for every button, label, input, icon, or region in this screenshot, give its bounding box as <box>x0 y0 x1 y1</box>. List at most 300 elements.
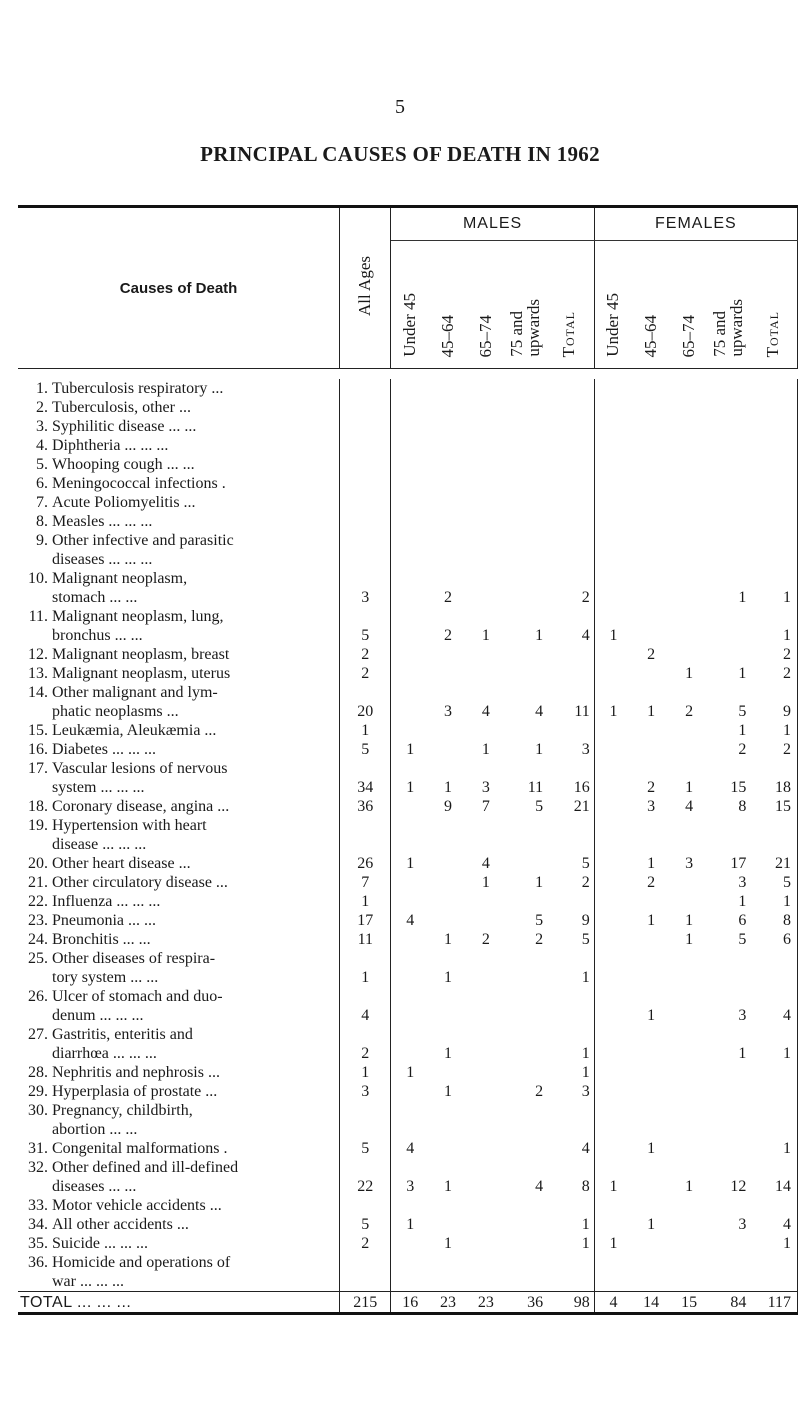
cell-female-under45 <box>594 588 632 607</box>
cell-female-65-74: 1 <box>685 1178 694 1195</box>
cell-female-65-74 <box>670 759 708 778</box>
cell-male-75-upwards <box>505 721 545 740</box>
cell-female-total: 1 <box>748 588 797 607</box>
cause-text: Leukæmia, Aleukæmia ... <box>52 722 217 739</box>
cell-female-75-upwards: 2 <box>738 741 747 758</box>
cell-male-under45 <box>391 759 429 778</box>
cause-text: Syphilitic disease ... ... <box>52 418 197 435</box>
cell-female-65-74 <box>670 455 708 474</box>
cell-male-under45 <box>391 607 429 626</box>
table-row <box>18 626 798 645</box>
cell-female-75-upwards <box>708 493 748 512</box>
cell-male-total <box>545 949 594 968</box>
total-female-65-74: 15 <box>670 1292 708 1314</box>
cell-female-under45 <box>594 493 632 512</box>
cell-male-65-74 <box>467 949 505 968</box>
cause-number: 1. <box>36 380 48 397</box>
cell-female-under45 <box>594 1215 632 1234</box>
table-row <box>18 1253 798 1272</box>
cell-female-total: 4 <box>748 1006 797 1025</box>
cell-female-total <box>748 512 797 531</box>
cell-all-ages <box>340 987 391 1006</box>
cell-female-total <box>748 949 797 968</box>
cell-male-45-64 <box>429 949 467 968</box>
cell-male-75-upwards <box>505 892 545 911</box>
cell-all-ages: 2 <box>340 1234 391 1253</box>
cause-text: Other defined and ill-defined <box>52 1159 239 1176</box>
cause-label <box>18 455 340 474</box>
cause-number: 25. <box>28 950 48 967</box>
cell-male-45-64 <box>429 854 467 873</box>
cell-female-45-64 <box>632 1272 670 1292</box>
cell-female-75-upwards <box>708 607 748 626</box>
cell-male-total: 1 <box>545 1215 594 1234</box>
cell-male-45-64: 1 <box>443 1178 452 1195</box>
table-row <box>18 835 798 854</box>
header-female-75-upwards: 75 andupwards <box>710 299 747 357</box>
cell-male-under45 <box>391 569 429 588</box>
cell-female-total <box>748 436 797 455</box>
cell-female-under45 <box>594 474 632 493</box>
cell-male-45-64 <box>429 455 467 474</box>
cell-female-45-64 <box>632 1253 670 1272</box>
cell-all-ages <box>340 949 391 968</box>
cell-male-total <box>545 1101 594 1120</box>
cause-number: 2. <box>36 399 48 416</box>
cell-male-under45 <box>391 987 429 1006</box>
table-row <box>18 379 798 398</box>
cause-text: system ... ... ... <box>52 779 145 796</box>
cell-male-75-upwards: 5 <box>535 798 544 815</box>
cell-male-65-74 <box>467 1082 505 1101</box>
cell-male-under45 <box>391 1025 429 1044</box>
cell-male-65-74 <box>467 398 505 417</box>
cause-text: Bronchitis ... ... <box>52 931 151 948</box>
cell-female-45-64 <box>632 740 670 759</box>
table-row <box>18 1063 798 1082</box>
cause-text: Pneumonia ... ... <box>52 912 156 929</box>
cell-female-45-64: 2 <box>647 646 656 663</box>
cell-female-65-74 <box>670 968 708 987</box>
cell-male-65-74 <box>467 474 505 493</box>
cell-male-75-upwards <box>505 1139 545 1158</box>
cell-female-total <box>748 683 797 702</box>
cell-male-65-74 <box>467 1120 505 1139</box>
cell-male-under45: 1 <box>406 855 415 872</box>
cell-male-75-upwards: 2 <box>535 1083 544 1100</box>
cause-label <box>18 531 340 550</box>
cell-male-45-64 <box>429 379 467 398</box>
cell-female-65-74: 1 <box>685 931 694 948</box>
cell-male-75-upwards <box>505 1025 545 1044</box>
cell-female-65-74: 1 <box>685 912 694 929</box>
cell-male-total: 3 <box>545 740 594 759</box>
cell-female-under45 <box>594 1044 632 1063</box>
cause-label <box>18 930 340 949</box>
cell-female-under45 <box>594 436 632 455</box>
cell-male-total: 11 <box>545 702 594 721</box>
cell-male-75-upwards <box>505 664 545 683</box>
cell-male-65-74 <box>467 721 505 740</box>
cause-text: Malignant neoplasm, <box>52 570 188 587</box>
cell-male-under45 <box>391 1120 429 1139</box>
cell-male-65-74 <box>467 417 505 436</box>
cell-male-under45 <box>391 1101 429 1120</box>
cell-female-65-74 <box>670 569 708 588</box>
cause-label <box>18 626 340 645</box>
cell-female-45-64 <box>632 436 670 455</box>
cell-male-75-upwards <box>505 854 545 873</box>
total-male-65-74: 23 <box>467 1292 505 1314</box>
cell-male-total: 2 <box>545 588 594 607</box>
table-row <box>18 550 798 569</box>
cell-male-45-64 <box>429 740 467 759</box>
cell-male-65-74: 1 <box>481 874 490 891</box>
cell-female-65-74: 4 <box>685 798 694 815</box>
table-row <box>18 588 798 607</box>
cell-male-75-upwards <box>505 1272 545 1292</box>
cell-male-under45 <box>391 1196 429 1215</box>
cell-male-under45 <box>391 512 429 531</box>
cell-male-under45 <box>391 835 429 854</box>
cell-female-under45 <box>594 417 632 436</box>
cell-male-75-upwards <box>505 1006 545 1025</box>
cell-female-65-74 <box>670 1063 708 1082</box>
table-row <box>18 664 798 683</box>
table-row <box>18 1234 798 1253</box>
cell-all-ages <box>340 1158 391 1177</box>
cell-male-75-upwards <box>505 1063 545 1082</box>
cell-all-ages: 3 <box>340 1082 391 1101</box>
cell-female-total: 2 <box>748 645 797 664</box>
cause-text: Malignant neoplasm, uterus <box>52 665 231 682</box>
cell-male-65-74 <box>467 436 505 455</box>
cell-female-total: 9 <box>748 702 797 721</box>
cause-text: Other malignant and lym- <box>52 684 218 701</box>
cause-number: 17. <box>28 760 48 777</box>
cell-female-75-upwards: 17 <box>730 855 747 872</box>
cell-all-ages: 2 <box>340 664 391 683</box>
cell-male-45-64 <box>429 816 467 835</box>
cell-all-ages <box>340 1196 391 1215</box>
cause-number: 19. <box>28 817 48 834</box>
cell-female-65-74 <box>670 531 708 550</box>
cell-male-total: 5 <box>545 854 594 873</box>
header-causes-of-death: Causes of Death <box>18 208 340 369</box>
cell-male-45-64 <box>429 1063 467 1082</box>
cell-female-45-64 <box>632 512 670 531</box>
cell-female-total: 14 <box>748 1177 797 1196</box>
cell-male-65-74 <box>467 1158 505 1177</box>
cell-male-65-74 <box>467 1063 505 1082</box>
cause-text: Ulcer of stomach and duo- <box>52 988 223 1005</box>
cell-female-total <box>748 417 797 436</box>
cell-male-under45: 4 <box>406 1140 415 1157</box>
table-row <box>18 512 798 531</box>
cause-number: 29. <box>28 1083 48 1100</box>
cell-male-under45 <box>391 930 429 949</box>
cause-label <box>18 436 340 455</box>
cell-all-ages: 1 <box>340 892 391 911</box>
cell-male-total <box>545 664 594 683</box>
cell-male-total <box>545 1006 594 1025</box>
cause-label <box>18 759 340 778</box>
cell-female-65-74 <box>670 949 708 968</box>
cell-female-45-64 <box>632 892 670 911</box>
cell-male-45-64 <box>429 569 467 588</box>
cause-number: 12. <box>28 646 48 663</box>
cell-female-75-upwards <box>708 1139 748 1158</box>
cause-text: tory system ... ... <box>52 969 159 986</box>
table-row <box>18 778 798 797</box>
cell-male-45-64 <box>429 683 467 702</box>
cell-male-75-upwards <box>505 949 545 968</box>
cell-male-under45 <box>391 1158 429 1177</box>
cell-female-under45 <box>594 740 632 759</box>
cell-male-total <box>545 683 594 702</box>
cell-all-ages: 11 <box>340 930 391 949</box>
table-row <box>18 417 798 436</box>
cell-female-under45 <box>594 569 632 588</box>
cause-number: 32. <box>28 1159 48 1176</box>
table-row <box>18 816 798 835</box>
cause-text: Diphtheria ... ... ... <box>52 437 169 454</box>
total-male-75-upwards: 36 <box>505 1292 545 1314</box>
cell-female-75-upwards <box>708 949 748 968</box>
cell-male-75-upwards: 11 <box>527 779 544 796</box>
cell-female-75-upwards <box>708 474 748 493</box>
cell-male-75-upwards <box>505 683 545 702</box>
cell-female-under45 <box>594 987 632 1006</box>
cause-label <box>18 664 340 683</box>
cell-male-75-upwards: 5 <box>535 912 544 929</box>
cause-label <box>18 1025 340 1044</box>
cell-all-ages: 22 <box>340 1177 391 1196</box>
cell-female-45-64 <box>632 379 670 398</box>
cell-male-65-74: 2 <box>481 931 490 948</box>
cause-label <box>18 778 340 797</box>
cell-female-under45 <box>594 835 632 854</box>
cell-all-ages: 3 <box>340 588 391 607</box>
cell-male-under45 <box>391 1253 429 1272</box>
cell-female-65-74 <box>670 740 708 759</box>
cause-number: 22. <box>28 893 48 910</box>
cell-male-65-74 <box>467 1253 505 1272</box>
cause-text: Meningococcal infections . <box>52 475 226 492</box>
cause-text: Congenital malformations . <box>52 1140 228 1157</box>
cell-male-65-74 <box>467 835 505 854</box>
cell-male-45-64 <box>429 1025 467 1044</box>
table-row <box>18 911 798 930</box>
cell-female-total <box>748 531 797 550</box>
cause-text: denum ... ... ... <box>52 1007 144 1024</box>
cause-text: Measles ... ... ... <box>52 513 153 530</box>
cell-all-ages <box>340 436 391 455</box>
cell-female-75-upwards <box>708 531 748 550</box>
cell-male-total <box>545 607 594 626</box>
cell-male-65-74: 1 <box>481 741 490 758</box>
cell-male-45-64 <box>429 436 467 455</box>
cell-female-45-64 <box>632 398 670 417</box>
cell-male-45-64 <box>429 892 467 911</box>
cell-female-65-74 <box>670 835 708 854</box>
cell-male-75-upwards <box>505 1253 545 1272</box>
total-female-75-upwards: 84 <box>708 1292 748 1314</box>
cell-male-45-64 <box>429 550 467 569</box>
cell-female-total <box>748 987 797 1006</box>
cell-male-75-upwards <box>505 1101 545 1120</box>
cause-text: diseases ... ... ... <box>52 551 153 568</box>
cell-female-total: 8 <box>748 911 797 930</box>
table-row <box>18 1044 798 1063</box>
cell-male-under45 <box>391 417 429 436</box>
table-row <box>18 1006 798 1025</box>
cell-female-75-upwards: 1 <box>738 722 747 739</box>
cell-male-total <box>545 455 594 474</box>
cell-female-45-64 <box>632 417 670 436</box>
cell-male-under45 <box>391 873 429 892</box>
cell-female-under45: 1 <box>609 1178 618 1195</box>
cell-female-45-64 <box>632 455 670 474</box>
cell-female-65-74 <box>670 1234 708 1253</box>
cause-number: 14. <box>28 684 48 701</box>
cell-male-65-74 <box>467 512 505 531</box>
page-number: 5 <box>395 96 405 118</box>
cell-male-45-64 <box>429 1158 467 1177</box>
cause-label <box>18 607 340 626</box>
cause-label <box>18 550 340 569</box>
cell-male-75-upwards <box>505 398 545 417</box>
table-row <box>18 1025 798 1044</box>
cell-male-75-upwards <box>505 588 545 607</box>
cell-all-ages: 4 <box>340 1006 391 1025</box>
table-row <box>18 398 798 417</box>
cell-female-total: 2 <box>748 664 797 683</box>
cell-male-65-74 <box>467 1006 505 1025</box>
cell-female-45-64 <box>632 550 670 569</box>
total-male-under45: 16 <box>391 1292 429 1314</box>
cell-male-75-upwards <box>505 835 545 854</box>
cause-number: 6. <box>36 475 48 492</box>
cell-male-under45 <box>391 588 429 607</box>
cell-female-under45 <box>594 531 632 550</box>
cell-female-45-64: 1 <box>647 912 656 929</box>
cell-male-under45: 1 <box>406 1064 415 1081</box>
cell-male-65-74 <box>467 1177 505 1196</box>
cell-male-total <box>545 398 594 417</box>
cell-female-under45 <box>594 1139 632 1158</box>
cause-text: phatic neoplasms ... <box>52 703 179 720</box>
cell-female-45-64: 2 <box>647 779 656 796</box>
cell-female-total: 1 <box>748 892 797 911</box>
cell-female-65-74 <box>670 493 708 512</box>
cell-female-45-64 <box>632 816 670 835</box>
cell-male-under45 <box>391 398 429 417</box>
cell-female-65-74 <box>670 417 708 436</box>
cell-female-under45 <box>594 1101 632 1120</box>
cell-female-75-upwards: 1 <box>738 1045 747 1062</box>
cell-female-45-64 <box>632 1044 670 1063</box>
cell-female-45-64 <box>632 949 670 968</box>
cell-all-ages <box>340 683 391 702</box>
cell-male-under45 <box>391 683 429 702</box>
cell-female-under45 <box>594 1063 632 1082</box>
cell-female-45-64 <box>632 1082 670 1101</box>
cell-female-under45 <box>594 512 632 531</box>
table-row <box>18 930 798 949</box>
cell-male-under45 <box>391 379 429 398</box>
cell-male-45-64 <box>429 531 467 550</box>
cell-male-under45 <box>391 797 429 816</box>
cause-text: disease ... ... ... <box>52 836 147 853</box>
cell-female-75-upwards <box>708 1196 748 1215</box>
total-male-total: 98 <box>545 1292 594 1314</box>
cell-male-total: 9 <box>545 911 594 930</box>
cell-female-75-upwards <box>708 1101 748 1120</box>
cell-male-45-64 <box>429 417 467 436</box>
cell-female-total: 1 <box>748 1139 797 1158</box>
cell-male-under45: 3 <box>406 1178 415 1195</box>
cell-female-under45 <box>594 930 632 949</box>
cell-male-45-64 <box>429 721 467 740</box>
table-row <box>18 892 798 911</box>
cell-male-75-upwards <box>505 569 545 588</box>
cell-female-75-upwards <box>708 1120 748 1139</box>
table-row <box>18 569 798 588</box>
cause-label <box>18 588 340 607</box>
cell-all-ages <box>340 1253 391 1272</box>
cell-female-45-64 <box>632 1234 670 1253</box>
cell-all-ages: 2 <box>340 1044 391 1063</box>
cell-male-65-74 <box>467 607 505 626</box>
cell-female-45-64: 1 <box>647 703 656 720</box>
cell-male-65-74 <box>467 1025 505 1044</box>
cell-male-65-74 <box>467 550 505 569</box>
cell-male-under45 <box>391 702 429 721</box>
header-male-65-74: 65–74 <box>475 314 495 357</box>
cell-female-under45 <box>594 873 632 892</box>
cell-female-65-74 <box>670 721 708 740</box>
cell-male-65-74 <box>467 1044 505 1063</box>
cell-female-45-64 <box>632 1101 670 1120</box>
table-row <box>18 1082 798 1101</box>
cell-female-total <box>748 835 797 854</box>
cell-male-75-upwards <box>505 607 545 626</box>
cell-female-total <box>748 569 797 588</box>
cell-female-45-64 <box>632 1177 670 1196</box>
cell-male-total <box>545 645 594 664</box>
cell-all-ages <box>340 550 391 569</box>
cell-male-total <box>545 1158 594 1177</box>
cause-number: 10. <box>28 570 48 587</box>
cell-all-ages <box>340 569 391 588</box>
cause-label <box>18 949 340 968</box>
cell-male-total <box>545 1196 594 1215</box>
cell-female-under45 <box>594 759 632 778</box>
cell-female-under45 <box>594 683 632 702</box>
cell-female-65-74 <box>670 1044 708 1063</box>
cause-label <box>18 854 340 873</box>
cell-female-65-74 <box>670 987 708 1006</box>
cell-all-ages <box>340 1120 391 1139</box>
cell-female-45-64 <box>632 1120 670 1139</box>
table-body <box>18 379 798 1314</box>
cause-text: Malignant neoplasm, breast <box>52 646 230 663</box>
cell-male-75-upwards <box>505 493 545 512</box>
cell-all-ages <box>340 417 391 436</box>
cell-all-ages <box>340 455 391 474</box>
cell-male-75-upwards <box>505 968 545 987</box>
